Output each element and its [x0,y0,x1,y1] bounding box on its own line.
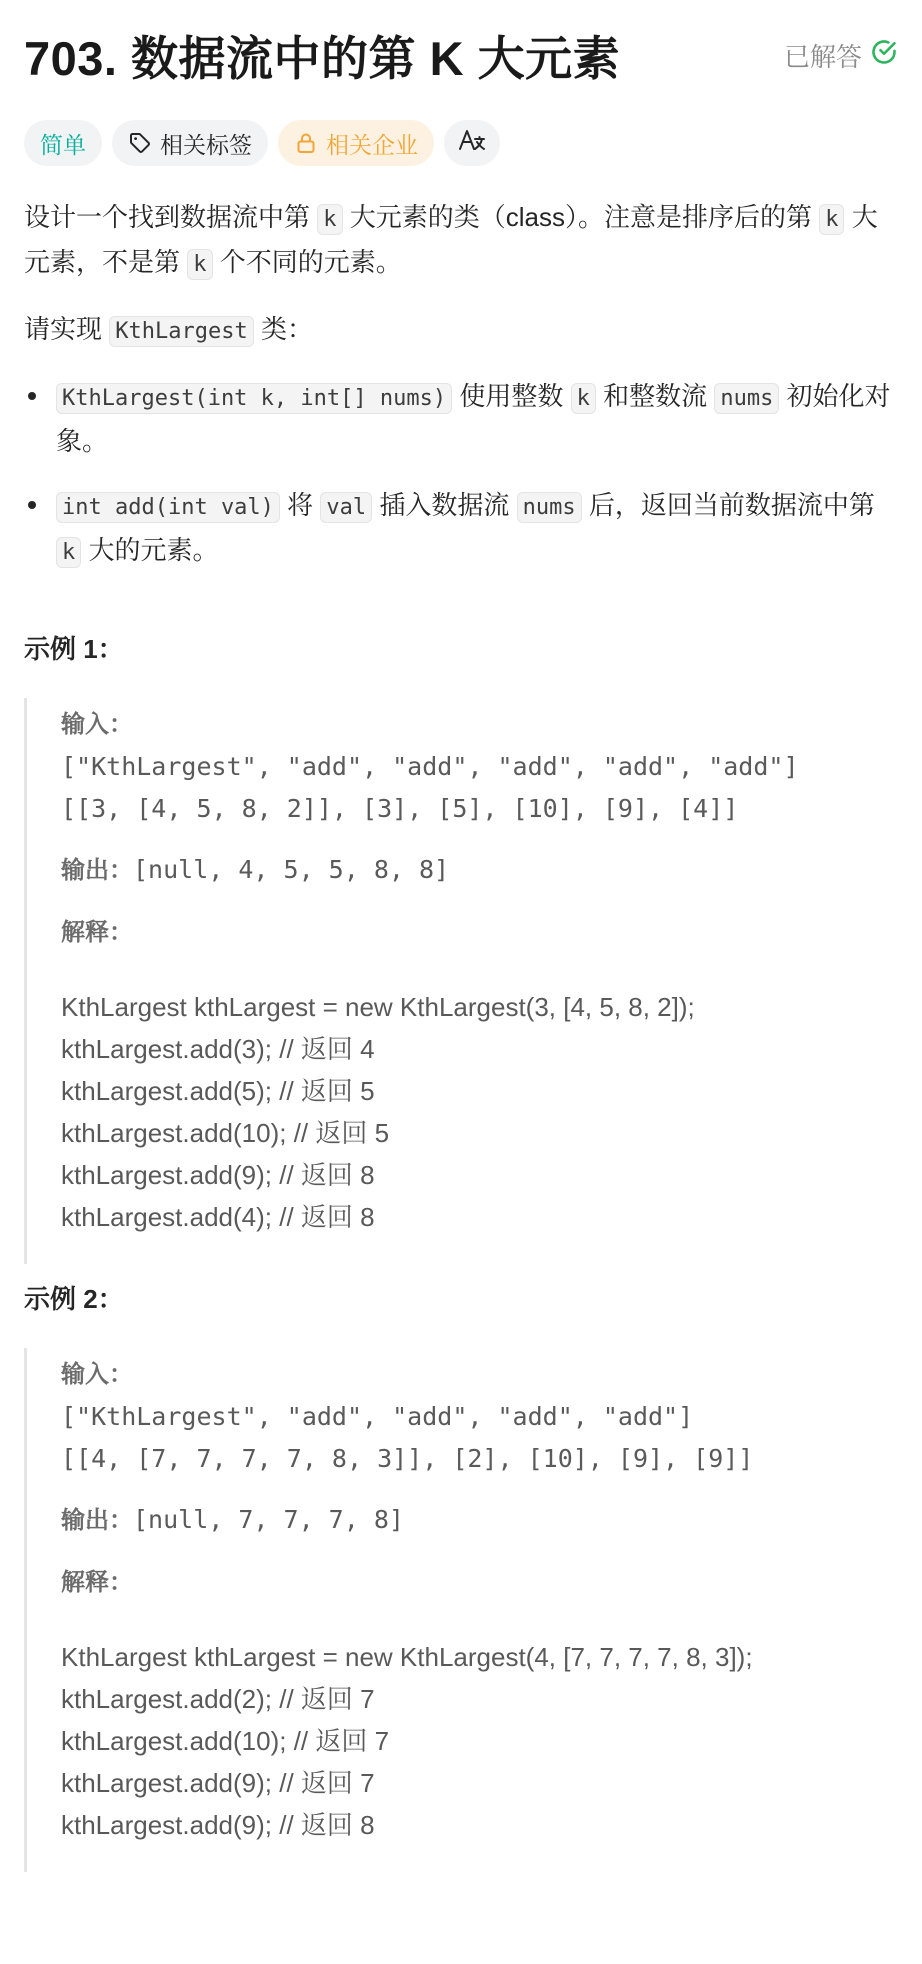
translate-icon [458,127,486,159]
output-label: 输出： [61,1507,133,1534]
explanation-line: kthLargest.add(3); // 返回 4 [61,1034,375,1064]
example-heading: 示例 2： [24,1284,124,1314]
text: 大的元素。 [88,535,219,565]
input-label: 输入： [61,1361,133,1388]
inline-code: k [56,537,81,568]
lock-icon [294,131,318,155]
text: 大元素的类（class）。注意是排序后的第 [349,202,812,232]
explanation-line: kthLargest.add(2); // 返回 7 [61,1684,375,1714]
text: 类： [260,314,313,344]
example-block [24,1348,898,1872]
text: 个不同的元素。 [219,247,402,277]
text: 使用整数 [459,381,564,411]
problem-tags [24,120,898,166]
inline-code: nums [517,492,582,523]
input-line: ["KthLargest", "add", "add", "add", "add", "add"] [61,752,799,781]
inline-code: nums [714,383,779,414]
related-companies-label: 相关企业 [326,131,418,158]
explanation-lines [61,1636,898,1846]
inline-code: k [187,249,212,280]
inline-code: k [571,383,596,414]
method-list [24,375,898,574]
list-item [24,484,898,574]
output-label: 输出： [61,857,133,884]
text: 后，返回当前数据流中第 [588,490,875,520]
text: 请实现 [24,314,103,344]
input-line: [[4, [7, 7, 7, 7, 8, 3]], [2], [10], [9], [9]] [61,1444,754,1473]
solved-status[interactable] [784,37,898,74]
text: 和整数流 [603,381,708,411]
inline-code: k [819,204,844,235]
text: 初始化对象。 [56,381,891,456]
inline-code: val [320,492,372,523]
example-output [61,1498,898,1542]
related-topics-label: 相关标签 [160,131,252,158]
example-heading: 示例 1： [24,634,124,664]
explanation-line: kthLargest.add(4); // 返回 8 [61,1202,375,1232]
tag-icon [128,131,152,155]
explanation-line: kthLargest.add(9); // 返回 8 [61,1160,375,1190]
example-output [61,848,898,892]
description-paragraph [24,196,898,286]
explanation-line: KthLargest kthLargest = new KthLargest(4, [7, 7, 7, 7, 8, 3]); [61,1642,753,1672]
example-input [61,702,898,830]
explanation-line: kthLargest.add(5); // 返回 5 [61,1076,375,1106]
input-line: [[3, [4, 5, 8, 2]], [3], [5], [10], [9], [4]] [61,794,739,823]
explanation-line: kthLargest.add(9); // 返回 8 [61,1810,375,1840]
example-block [24,698,898,1264]
problem-page [24,20,898,1872]
check-circle-icon [870,38,898,73]
explanation-lines [61,986,898,1238]
explanation-label: 解释： [61,1569,133,1596]
inline-code: k [317,204,342,235]
input-label: 输入： [61,711,133,738]
related-topics-button[interactable] [112,120,268,166]
text: 设计一个找到数据流中第 [24,202,311,232]
explanation-line: KthLargest kthLargest = new KthLargest(3, [4, 5, 8, 2]); [61,992,695,1022]
inline-code: KthLargest(int k, int[] nums) [56,383,452,414]
problem-description [24,196,898,1872]
explanation-line: kthLargest.add(9); // 返回 7 [61,1768,375,1798]
difficulty-badge[interactable]: 简单 [24,120,102,166]
list-item [24,375,898,462]
related-companies-button[interactable] [278,120,434,166]
problem-title: 703. 数据流中的第 K 大元素 [24,31,621,85]
text: 大元素，不是第 [24,202,878,277]
explanation-label: 解释： [61,919,133,946]
input-line: ["KthLargest", "add", "add", "add", "add"] [61,1402,694,1431]
text: 插入数据流 [379,490,510,520]
translate-button[interactable] [444,120,500,166]
inline-code: KthLargest [109,316,253,347]
example-explanation [61,1560,898,1604]
example-input [61,1352,898,1480]
problem-header [24,20,898,90]
solved-label: 已解答 [783,41,862,72]
output-value: [null, 7, 7, 7, 8] [133,1505,404,1534]
example-explanation [61,910,898,954]
text: 将 [287,490,314,520]
output-value: [null, 4, 5, 5, 8, 8] [133,855,450,884]
explanation-line: kthLargest.add(10); // 返回 5 [61,1118,390,1148]
explanation-line: kthLargest.add(10); // 返回 7 [61,1726,390,1756]
inline-code: int add(int val) [56,492,280,523]
description-paragraph [24,308,898,353]
